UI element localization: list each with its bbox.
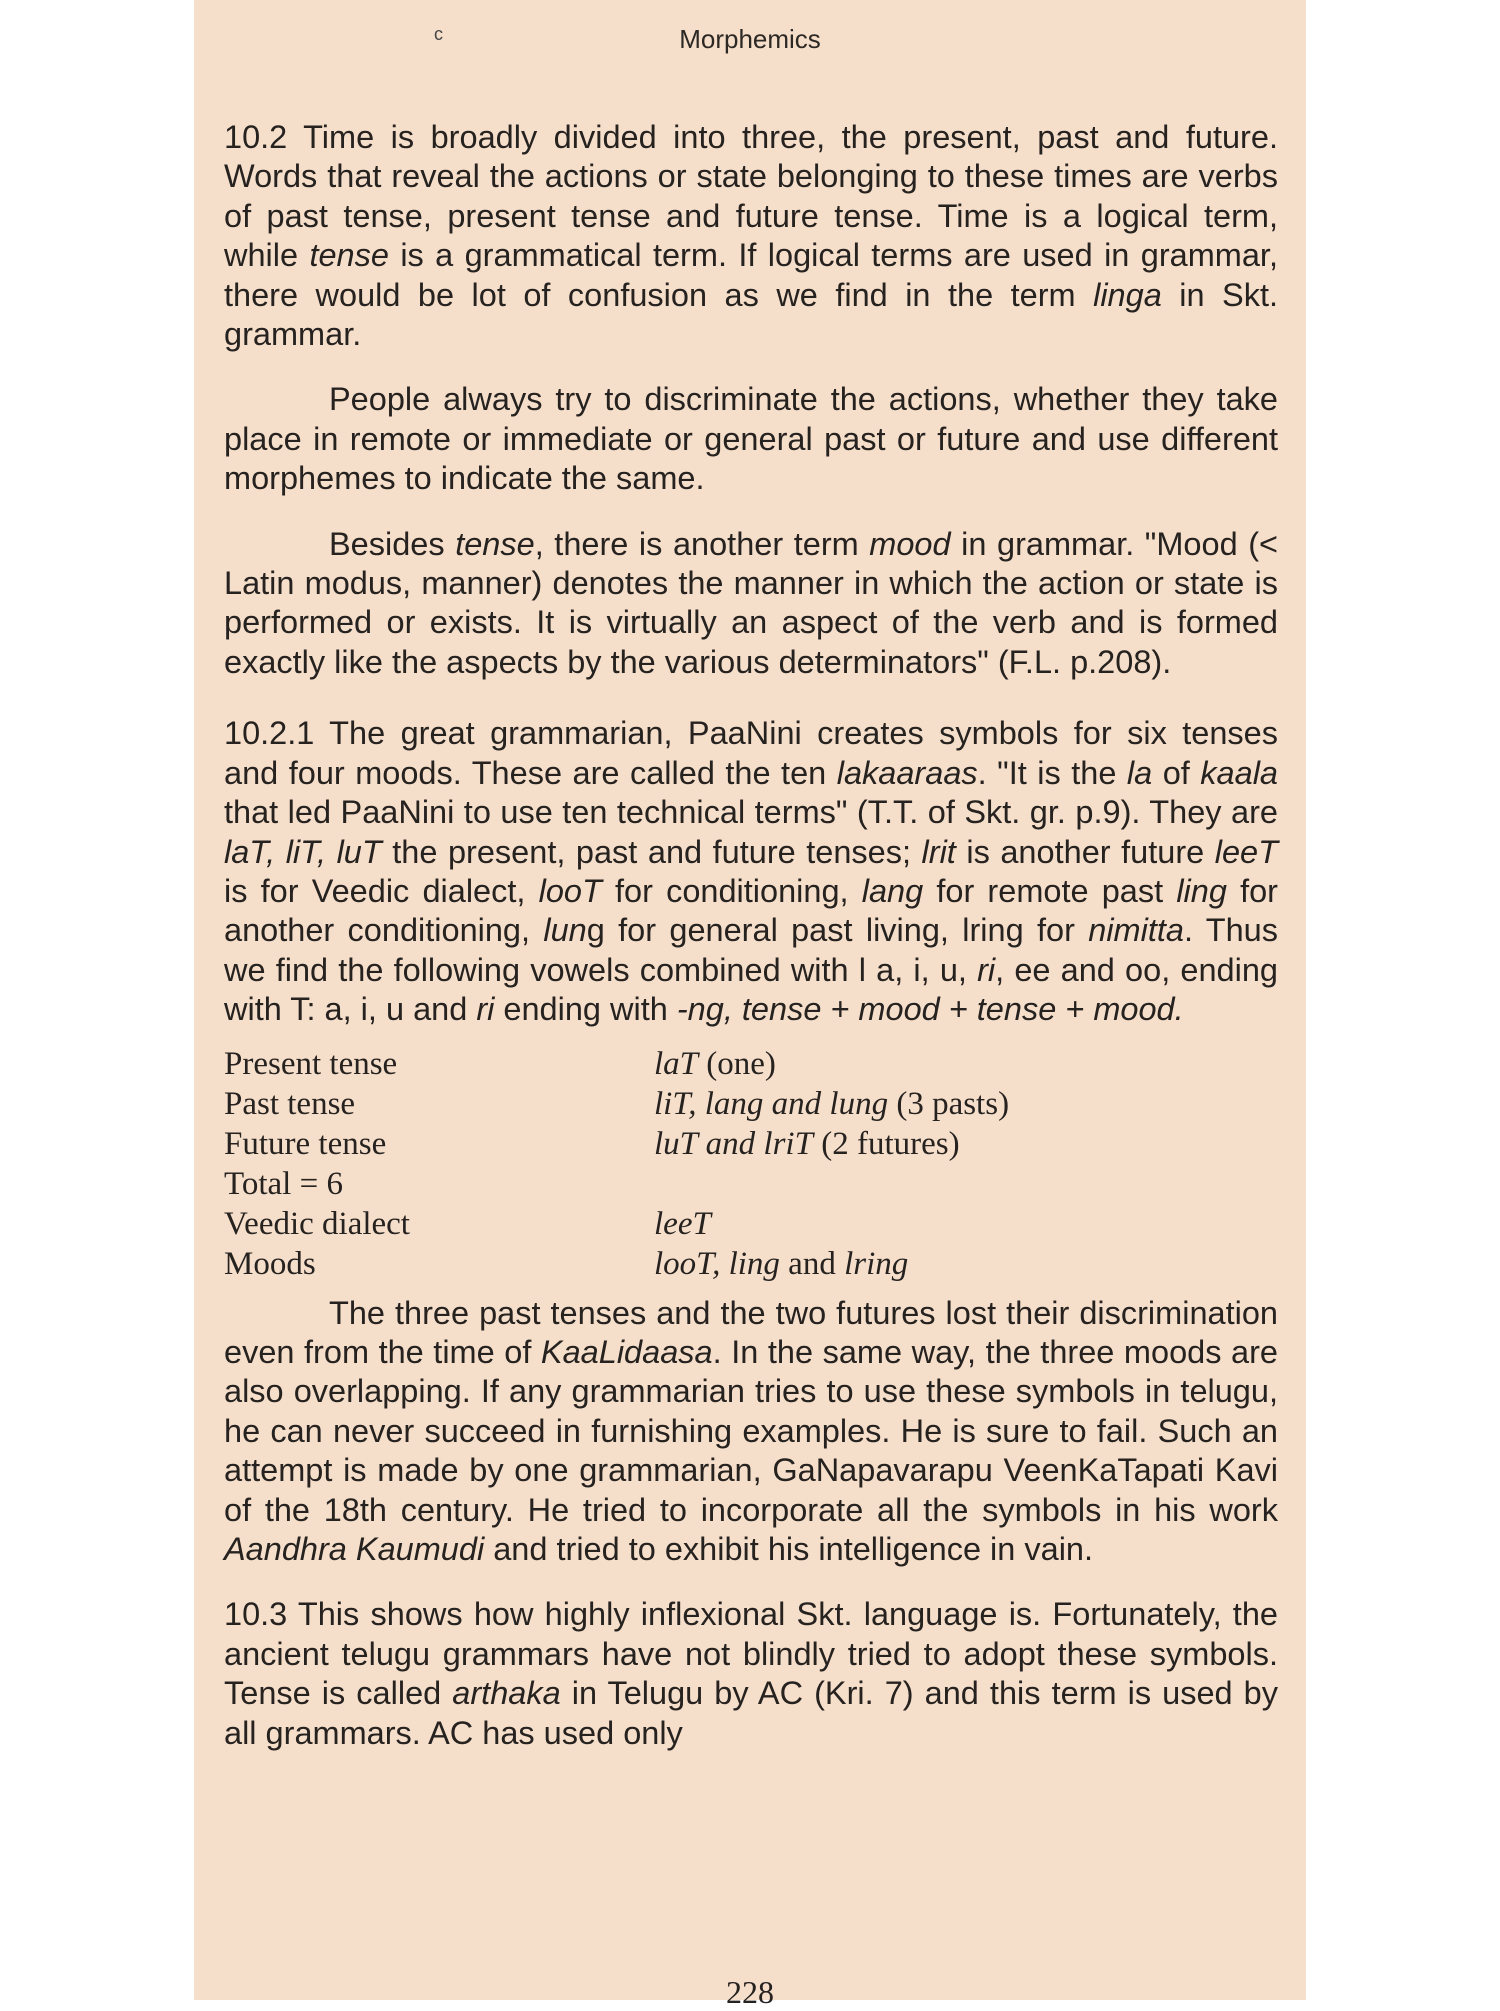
paragraph-discriminate: People always try to discriminate the actions, whether they take place in remote or immediate or general past or future and use different morphemes to indicate the same. [224,381,1278,497]
table-row: Veedic dialect leeT [224,1205,711,1242]
paragraph-three-past: The three past tenses and the two futures lost their discrimination even from the time of KaaLidaasa. In the same way, the three moods are also overlapping. If any grammarian tries to use these symbols in telugu, he can never succeed in furnishing examples. He is sure to fail. Such an attempt is made by one grammarian, GaNapavarapu VeenKaTapati Kavi of the 18th century. He tried to incorporate all the symbols in his work Aandhra Kaumudi and tried to exhibit his intelligence in vain. [224,1294,1278,1567]
lakaara-table [224,1044,1278,1284]
table-row: Past tense liT, lang and lung (3 pasts) [224,1085,1010,1122]
margin-mark: c [434,24,443,44]
paragraph-10-3: 10.3 This shows how highly inflexional Skt. language is. Fortunately, the ancient telugu grammars have not blindly tried to adopt these symbols. Tense is called arthaka in Telugu by AC (Kri. 7) and this term is used by all grammars. AC has used only [224,1596,1278,1751]
paragraph-mood: Besides tense, there is another term mood in grammar. "Mood (< Latin modus, manner) denotes the manner in which the action or state is performed or exists. It is virtually an aspect of the verb and is formed exactly like the aspects by the various determinators" (F.L. p.208). [224,525,1278,680]
paragraph-10-2: 10.2 Time is broadly divided into three, the present, past and future. Words that reveal the actions or state belonging to these times are verbs of past tense, present tense and future tense. Time is a logical term, while tense is a grammatical term. If logical terms are used in grammar, there would be lot of confusion as we find in the term linga in Skt. grammar. [224,119,1279,353]
table-total: Total = 6 [224,1165,343,1202]
book-page [194,0,1306,2010]
table-row: Moods looT, ling and lring [224,1245,909,1282]
page-body [224,118,1278,1753]
table-row: Future tense luT and lriT (2 futures) [224,1125,960,1162]
table-row: Present tense laT (one) [224,1045,776,1082]
running-header: Morphemics [679,24,821,54]
paragraph-10-2-1: 10.2.1 The great grammarian, PaaNini creates symbols for six tenses and four moods. These are called the ten lakaaraas. "It is the la of kaala that led PaaNini to use ten technical terms" (T.T. of Skt. gr. p.9). They are laT, liT, luT the present, past and future tenses; lrit is another future leeT is for Veedic dialect, looT for conditioning, lang for remote past ling for another conditioning, lung for general past living, lring for nimitta. Thus we find the following vowels combined with l a, i, u, ri, ee and oo, ending with T: a, i, u and ri ending with -ng, tense + mood + tense + mood. [224,715,1279,1028]
page-number: 228 [726,1974,774,2010]
